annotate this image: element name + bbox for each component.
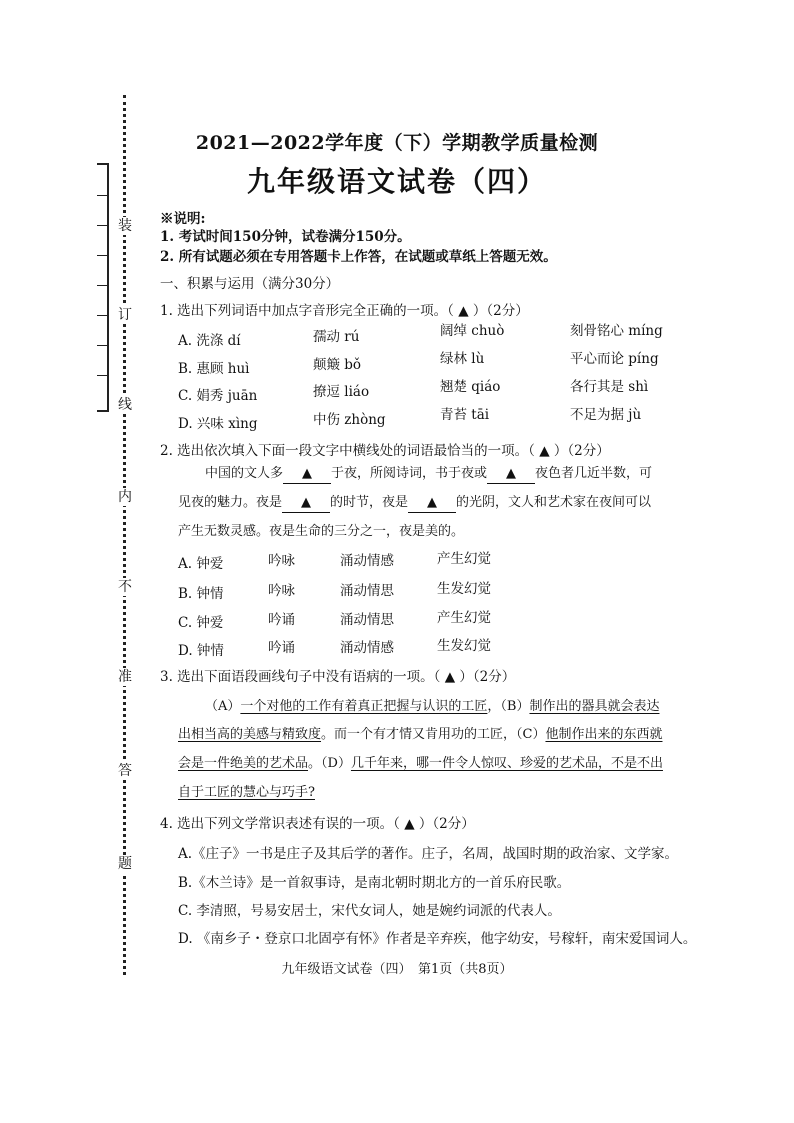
underlined-sentence: 一个对他的工作有着真正把握与认识的工匠	[240, 699, 488, 714]
option-cell: A. 洗涤 dí	[178, 333, 241, 349]
option-cell: 孺动 rú	[313, 329, 360, 345]
passage-line: 产生无数灵感。夜是生命的三分之一，夜是美的。	[178, 524, 465, 539]
underlined-sentence: 几千年来，哪一件令人惊叹、珍爱的艺术品，不是不出	[350, 756, 663, 771]
option-cell: 涌动情思	[340, 583, 394, 599]
option-cell: D. 钟情	[178, 643, 224, 659]
underlined-sentence: 他制作出来的东西就	[545, 727, 663, 742]
binding-tick	[97, 225, 109, 226]
notes-label: ※说明:	[160, 211, 206, 227]
option-cell: 吟咏	[268, 553, 295, 569]
option-cell: 吟诵	[268, 612, 295, 628]
answer-blank: ▲	[283, 465, 331, 484]
margin-char: 内	[118, 489, 132, 505]
option-cell: 产生幻觉	[437, 551, 491, 567]
option-cell: B. 钟情	[178, 586, 224, 602]
option-cell: B. 惠顾 huì	[178, 361, 250, 377]
option-cell: 阔绰 chuò	[440, 323, 505, 339]
option-cell: D. 兴味 xìng	[178, 416, 258, 432]
section-heading: 一、积累与运用（满分30分）	[160, 276, 340, 292]
underlined-sentence: 制作出的器具就会表达	[529, 699, 660, 714]
exam-title: 2021—2022学年度（下）学期教学质量检测	[195, 132, 599, 154]
option-cell: 生发幻觉	[437, 581, 491, 597]
answer-blank: ▲	[487, 465, 535, 484]
note-item: 1. 考试时间150分钟，试卷满分150分。	[160, 229, 411, 245]
binding-tick	[97, 345, 109, 346]
option-line: A.《庄子》一书是庄子及其后学的著作。庄子，名周，战国时期的政治家、文学家。	[178, 846, 679, 862]
underlined-sentence: 自于工匠的慧心与巧手?	[178, 785, 315, 800]
option-cell: 绿林 lù	[440, 351, 485, 367]
margin-char: 答	[118, 763, 132, 779]
option-cell: 产生幻觉	[437, 610, 491, 626]
option-cell: 平心而论 píng	[570, 351, 659, 367]
option-cell: C. 钟爱	[178, 615, 224, 631]
passage-line: 出相当高的美感与精致度。而一个有才情又肯用功的工匠，（C）他制作出来的东西就	[178, 727, 663, 742]
page-footer: 九年级语文试卷（四） 第1页（共8页）	[281, 962, 513, 977]
option-cell: 涌动情感	[340, 553, 394, 569]
answer-blank: ▲	[408, 494, 456, 513]
answer-blank: ▲	[282, 494, 330, 513]
binding-tick	[97, 285, 109, 286]
margin-char: 不	[118, 579, 132, 595]
option-cell: 颠簸 bǒ	[313, 357, 362, 373]
margin-char: 题	[118, 856, 132, 872]
option-cell: 生发幻觉	[437, 638, 491, 654]
binding-tick	[97, 315, 109, 316]
margin-char: 准	[118, 669, 132, 685]
option-cell: A. 钟爱	[178, 556, 224, 572]
option-cell: 撩逗 liáo	[313, 384, 370, 400]
margin-char: 线	[118, 397, 132, 413]
passage-line: 中国的文人多 ▲ 于夜，所阅诗词，书于夜或 ▲ 夜色者几近半数，可	[205, 465, 652, 484]
binding-tick	[97, 255, 109, 256]
note-item: 2. 所有试题必须在专用答题卡上作答，在试题或草纸上答题无效。	[160, 249, 557, 265]
option-line: B.《木兰诗》是一首叙事诗，是南北朝时期北方的一首乐府民歌。	[178, 875, 571, 891]
option-line: C. 李清照，号易安居士，宋代女词人，她是婉约词派的代表人。	[178, 903, 561, 919]
option-cell: 各行其是 shì	[570, 379, 649, 395]
question-stem: 4. 选出下列文学常识表述有误的一项。（ ▲ ）（2分）	[160, 816, 475, 832]
underlined-sentence: 出相当高的美感与精致度	[178, 727, 322, 742]
question-stem: 1. 选出下列词语中加点字音形完全正确的一项。（ ▲ ）（2分）	[160, 303, 529, 319]
option-cell: 翘楚 qiáo	[440, 379, 501, 395]
passage-line: 见夜的魅力。夜是 ▲ 的时节，夜是 ▲ 的光阴，文人和艺术家在夜间可以	[178, 494, 651, 513]
option-cell: 不足为据 jù	[570, 407, 642, 423]
option-cell: 中伤 zhòng	[313, 412, 386, 428]
option-line: D. 《南乡子・登京口北固亭有怀》作者是辛弃疾，他字幼安，号稼轩，南宋爱国词人。	[178, 931, 697, 947]
binding-tick	[97, 375, 109, 376]
margin-char: 订	[118, 307, 132, 323]
option-cell: C. 娟秀 juān	[178, 388, 258, 404]
option-cell: 吟咏	[268, 583, 295, 599]
question-stem: 3. 选出下面语段画线句子中没有语病的一项。（ ▲ ）（2分）	[160, 669, 516, 685]
option-cell: 涌动情思	[340, 612, 394, 628]
option-cell: 刻骨铭心 míng	[570, 323, 663, 339]
underlined-sentence: 会是一件绝美的艺术品	[178, 756, 309, 771]
passage-line: 会是一件绝美的艺术品。（D）几千年来，哪一件令人惊叹、珍爱的艺术品，不是不出	[178, 756, 663, 771]
exam-subtitle: 九年级语文试卷（四）	[246, 165, 547, 198]
option-cell: 涌动情感	[340, 640, 394, 656]
passage-line: （A）一个对他的工作有着真正把握与认识的工匠，（B）制作出的器具就会表达	[205, 699, 660, 714]
option-cell: 青苔 tāi	[440, 407, 490, 423]
question-stem: 2. 选出依次填入下面一段文字中横线处的词语最恰当的一项。（ ▲ ）（2分）	[160, 443, 610, 459]
margin-char: 装	[118, 218, 132, 234]
option-cell: 吟诵	[268, 640, 295, 656]
